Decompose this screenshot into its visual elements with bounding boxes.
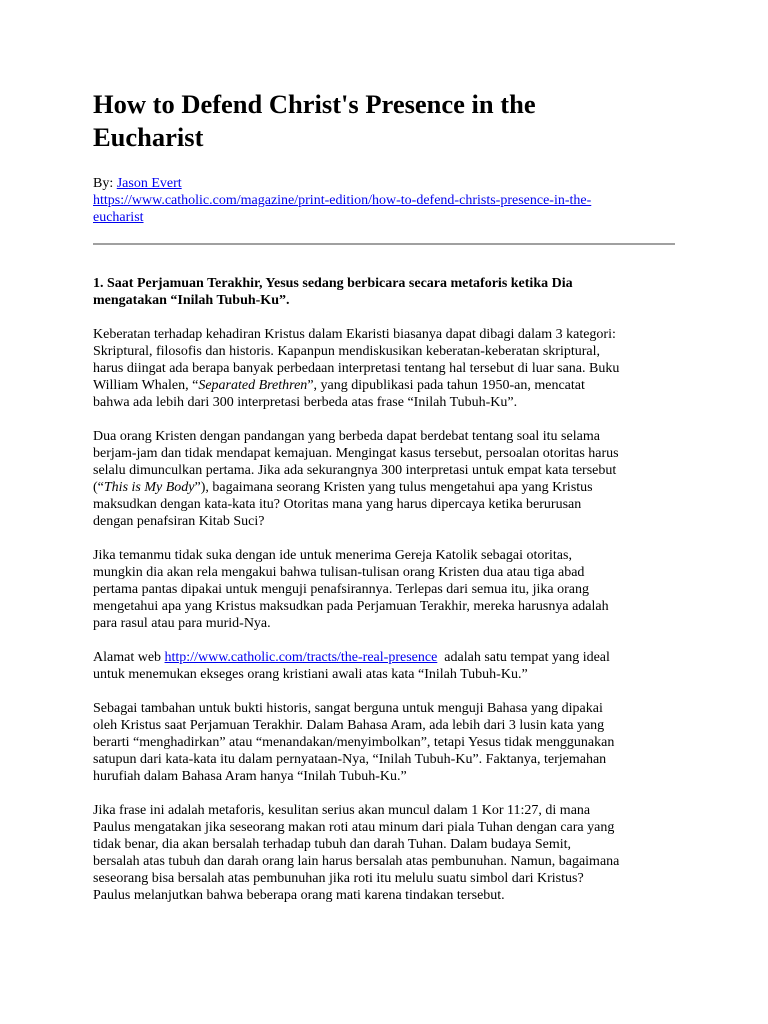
book-title: Separated Brethren — [198, 378, 308, 393]
text-line: para rasul atau para murid-Nya. — [93, 616, 271, 631]
text-line: Keberatan terhadap kehadiran Kristus dalam Ekaristi biasanya dapat dibagi dalam 3 kategori: — [93, 327, 616, 342]
byline — [93, 175, 683, 226]
text-span: ”, yang dipublikasi pada tahun 1950-an, mencatat — [307, 378, 585, 393]
text-line: mungkin dia akan rela mengakui bahwa tulisan-tulisan orang Kristen dua atau tiga abad — [93, 565, 585, 580]
text-span: (“ — [93, 480, 104, 495]
text-line: tidak benar, dia akan bersalah terhadap tubuh dan darah Tuhan. Dalam budaya Semit, — [93, 837, 572, 852]
paragraph-3 — [93, 547, 683, 632]
paragraph-1 — [93, 326, 683, 411]
text-line: dengan penafsiran Kitab Suci? — [93, 514, 265, 529]
text-span: William Whalen, “ — [93, 378, 199, 393]
text-line: seseorang bisa bersalah atas pembunuhan jika roti itu melulu suatu simbol dari Kristus? — [93, 871, 584, 886]
text-line — [93, 377, 683, 394]
text-line: satupun dari kata-kata itu dalam pernyataan-Nya, “Inilah Tubuh-Ku”. Faktanya, terjemahan — [93, 752, 607, 767]
text-line: Paulus mengatakan jika seseorang makan roti atau minum dari piala Tuhan dengan cara yang — [93, 820, 615, 835]
text-line: maksudkan dengan kata-kata itu? Otoritas mana yang harus dipercaya ketika berurusan — [93, 497, 582, 512]
text-line: bersalah atas tubuh dan darah orang lain harus bersalah atas pembunuhan. Namun, bagaimana — [93, 854, 620, 869]
text-line — [93, 649, 683, 666]
text-span: Alamat web — [93, 650, 165, 665]
paragraph-4 — [93, 649, 683, 683]
text-line: hurufiah dalam Bahasa Aram hanya “Inilah Tubuh-Ku.” — [93, 769, 407, 784]
text-line: harus diingat ada berapa banyak perbedaan interpretasi tentang hal tersebut di luar sana. Buku — [93, 361, 620, 376]
text-line: pertama pantas dipakai untuk menguji penafsirannya. Terlepas dari semua itu, jika orang — [93, 582, 589, 597]
document-page — [93, 88, 683, 904]
heading-line: 1. Saat Perjamuan Terakhir, Yesus sedang berbicara secara metaforis ketika Dia — [93, 276, 573, 291]
author-link[interactable]: Jason Evert — [116, 176, 182, 191]
text-line: Sebagai tambahan untuk bukti historis, sangat berguna untuk menguji Bahasa yang dipakai — [93, 701, 603, 716]
text-line: oleh Kristus saat Perjamuan Terakhir. Dalam Bahasa Aram, ada lebih dari 3 lusin kata yang — [93, 718, 605, 733]
quoted-phrase: This is My Body — [103, 480, 195, 495]
text-line: berjam-jam dan tidak mendapat kemajuan. Mengingat kasus tersebut, persoalan otoritas harus — [93, 446, 619, 461]
url-line[interactable]: https://www.catholic.com/magazine/print-edition/how-to-defend-christs-presence-in-the- — [93, 193, 592, 208]
text-line: bahwa ada lebih dari 300 interpretasi berbeda atas frase “Inilah Tubuh-Ku”. — [93, 395, 518, 410]
by-label: By: — [93, 176, 117, 191]
text-line: mengetahui apa yang Kristus maksudkan pada Perjamuan Terakhir, mereka harusnya adalah — [93, 599, 609, 614]
article-title — [93, 88, 683, 154]
tract-link[interactable]: http://www.catholic.com/tracts/the-real-presence — [164, 650, 438, 665]
text-line: selalu dimunculkan pertama. Jika ada sekurangnya 300 interpretasi untuk empat kata tersebut — [93, 463, 617, 478]
text-span: ”), bagaimana seorang Kristen yang tulus mengetahui apa yang Kristus — [194, 480, 593, 495]
text-line: untuk menemukan ekseges orang kristiani awali atas kata “Inilah Tubuh-Ku.” — [93, 667, 528, 682]
horizontal-rule — [93, 243, 675, 245]
source-url-link[interactable] — [93, 192, 683, 226]
paragraph-2 — [93, 428, 683, 530]
title-line: How to Defend Christ's Presence in the — [93, 89, 536, 119]
url-line[interactable]: eucharist — [93, 210, 144, 225]
text-line: Jika frase ini adalah metaforis, kesulitan serius akan muncul dalam 1 Kor 11:27, di mana — [93, 803, 591, 818]
paragraph-6 — [93, 802, 683, 904]
heading-line: mengatakan “Inilah Tubuh-Ku”. — [93, 293, 290, 308]
text-line: berarti “menghadirkan” atau “menandakan/menyimbolkan”, tetapi Yesus tidak menggunakan — [93, 735, 615, 750]
text-line — [93, 479, 683, 496]
text-span: adalah satu tempat yang ideal — [437, 650, 610, 665]
paragraph-5 — [93, 700, 683, 785]
text-line: Jika temanmu tidak suka dengan ide untuk menerima Gereja Katolik sebagai otoritas, — [93, 548, 572, 563]
title-line: Eucharist — [93, 122, 204, 152]
text-line: Skriptural, filosofis dan historis. Kapanpun mendiskusikan keberatan-keberatan skriptural, — [93, 344, 600, 359]
text-line: Dua orang Kristen dengan pandangan yang berbeda dapat berdebat tentang soal itu selama — [93, 429, 600, 444]
section-heading — [93, 275, 683, 309]
text-line: Paulus melanjutkan bahwa beberapa orang mati karena tindakan tersebut. — [93, 888, 505, 903]
